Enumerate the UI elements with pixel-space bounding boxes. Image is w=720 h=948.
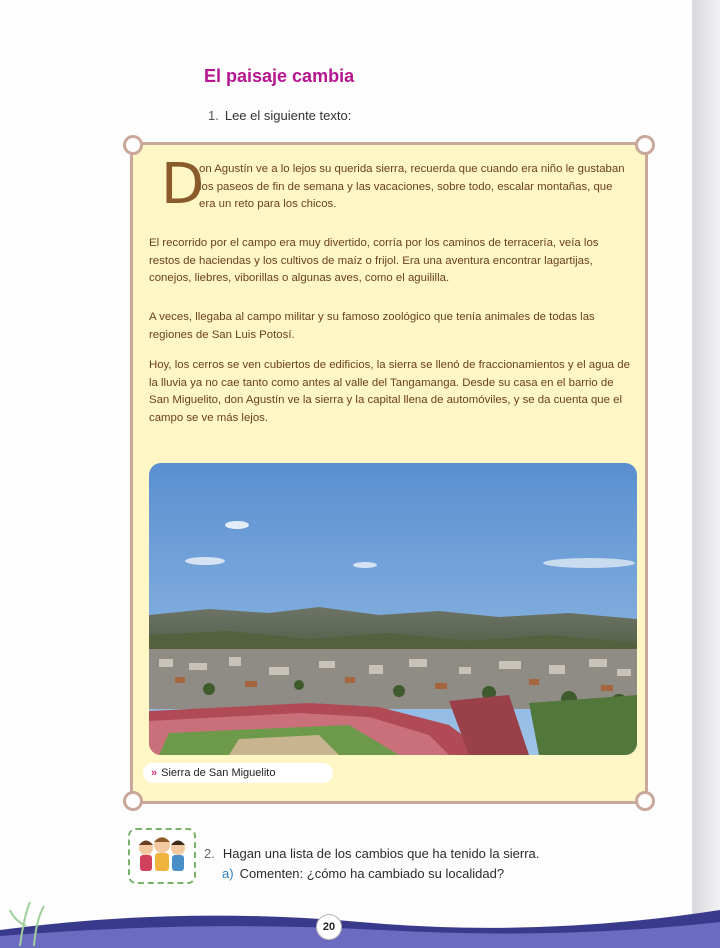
instruction-number: 1. [208,108,219,123]
question-2-text: Hagan una lista de los cambios que ha tenido la sierra. [222,846,540,861]
photo-caption [143,763,333,783]
box-corner-tr [635,135,655,155]
instruction-text: Lee el siguiente texto: [224,108,352,123]
page-title: El paisaje cambia [204,66,355,86]
chevron-icon: » [151,767,158,779]
box-corner-bl [123,791,143,811]
instruction-1 [208,108,351,123]
question-2 [204,846,539,861]
question-2a-letter: a) [222,866,234,881]
paragraph-1: on Agustín ve a lo lejos su querida sierra, recuerda que cuando era niño le gustaban los paseos de fin de semana y las vacaciones, sobre todo, escalar montañas, que era un reto para los chicos. [199,163,625,210]
caption-text: Sierra de San Miguelito [161,767,276,779]
page-edge [692,0,720,948]
landscape-image [149,463,637,755]
paragraph-2: El recorrido por el campo era muy divertido, corría por los caminos de terracería, veía los restos de haciendas y los cultivos de maíz o frijol. Era una aventura encontrar lagartijas, conejos, liebres, viborillas o algunas aves, como el aguililla. [149,237,599,284]
question-2a [222,866,504,881]
reading-box [130,142,648,804]
paragraph-3: A veces, llegaba al campo militar y su famoso zoológico que tenía animales de todas las regiones de San Luis Potosí. [149,311,595,341]
kids-group-icon [128,828,196,884]
footer-wave [0,896,720,948]
drop-cap: D [161,152,205,217]
sierra-photo [149,463,637,755]
question-2-number: 2. [204,846,215,861]
box-corner-br [635,791,655,811]
question-2a-text: Comenten: ¿cómo ha cambiado su localidad? [239,866,505,881]
page-number: 20 [316,914,342,940]
box-corner-tl [123,135,143,155]
paragraph-4: Hoy, los cerros se ven cubiertos de edificios, la sierra se llenó de fraccionamientos y el agua de la lluvia ya no cae tanto como antes al valle del Tangamanga. Desde su casa en el barrio de San Miguelito, don Agustín ve la sierra y la capital llena de automóviles, y se da cuenta que el campo se ve más lejos. [149,359,630,424]
